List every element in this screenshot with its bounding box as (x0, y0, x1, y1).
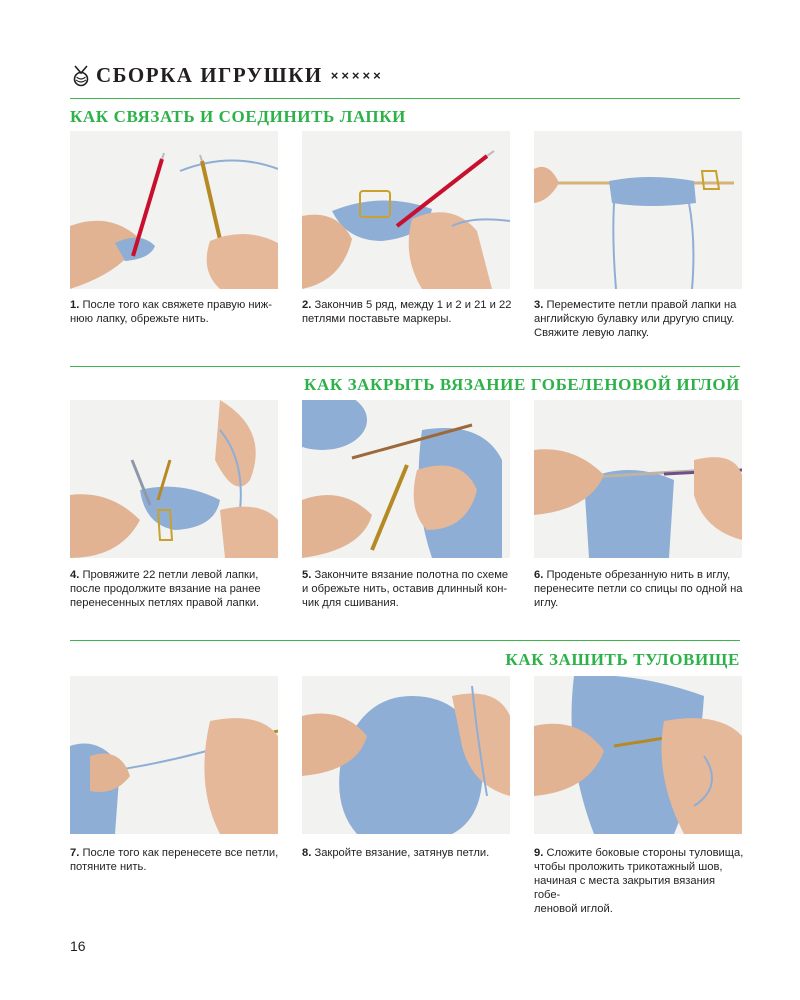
decorative-crosses: ××××× (330, 67, 384, 83)
step-photo-6 (534, 400, 742, 558)
step-caption-5 (302, 568, 512, 610)
page-number: 16 (70, 938, 86, 954)
page-title: СБОРКА ИГРУШКИ (96, 62, 323, 87)
step-text: Закройте вязание, затянув петли. (314, 847, 490, 859)
step-number: 9. (534, 847, 544, 859)
step-photo-1 (70, 131, 278, 289)
step-photo-9 (534, 676, 742, 834)
step-caption-8 (302, 846, 512, 860)
step-text: Проденьте обрезанную нить в иглу, перенесите петли со спицы по одной на иглу. (534, 569, 743, 609)
step-text: После того как перенесете все петли, потяните нить. (70, 847, 279, 873)
step-photo-2 (302, 131, 510, 289)
section-title-closing: КАК ЗАКРЫТЬ ВЯЗАНИЕ ГОБЕЛЕНОВОЙ ИГЛОЙ (304, 375, 740, 394)
step-number: 3. (534, 299, 544, 311)
step-text: Закончите вязание полотна по схеме и обрежьте нить, оставив длинный кон- чик для сшивания. (302, 569, 509, 609)
step-photo-8 (302, 676, 510, 834)
step-number: 7. (70, 847, 80, 859)
page-header (70, 62, 384, 88)
step-caption-4 (70, 568, 280, 610)
step-text: Закончив 5 ряд, между 1 и 2 и 21 и 22 петлями поставьте маркеры. (302, 299, 512, 325)
section-title-legs: КАК СВЯЗАТЬ И СОЕДИНИТЬ ЛАПКИ (70, 107, 407, 126)
step-caption-3 (534, 298, 744, 340)
step-caption-9 (534, 846, 744, 916)
step-number: 8. (302, 847, 312, 859)
step-text: После того как свяжете правую ниж- нюю лапку, обрежьте нить. (70, 299, 272, 325)
step-text: Переместите петли правой лапки на английскую булавку или другую спицу. Свяжите левую лапку. (534, 299, 737, 339)
step-number: 2. (302, 299, 312, 311)
step-photo-4 (70, 400, 278, 558)
step-caption-6 (534, 568, 744, 610)
step-number: 1. (70, 299, 80, 311)
step-caption-1 (70, 298, 280, 326)
section-title-body: КАК ЗАШИТЬ ТУЛОВИЩЕ (505, 650, 740, 669)
divider-rule (70, 98, 740, 99)
step-caption-7 (70, 846, 280, 874)
divider-rule (70, 640, 740, 641)
step-photo-3 (534, 131, 742, 289)
step-photo-5 (302, 400, 510, 558)
step-text: Провяжите 22 петли левой лапки, после продолжите вязание на ранее перенесенных петлях правой лапки. (70, 569, 261, 609)
yarn-ball-icon (70, 63, 92, 87)
step-number: 5. (302, 569, 312, 581)
step-number: 4. (70, 569, 80, 581)
divider-rule (70, 366, 740, 367)
step-text: Сложите боковые стороны туловища, чтобы проложить трикотажный шов, начиная с места закрытия вязания гобе- леновой иглой. (534, 847, 744, 915)
step-photo-7 (70, 676, 278, 834)
step-caption-2 (302, 298, 512, 326)
step-number: 6. (534, 569, 544, 581)
